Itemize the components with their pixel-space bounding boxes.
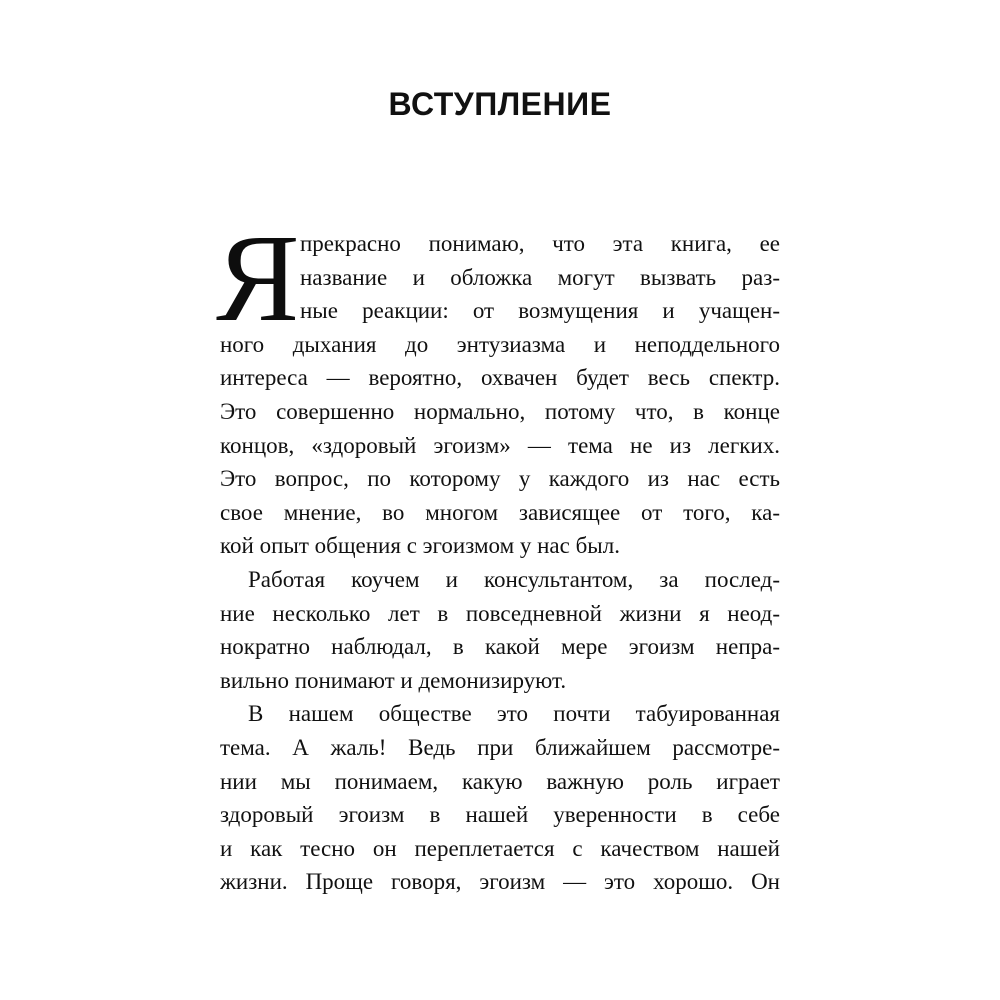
paragraph-3: [220, 697, 780, 899]
text-line: вильно понимают и демонизируют.: [220, 667, 567, 693]
text-line: Работая коучем и консультантом, за послед-: [248, 566, 780, 592]
text-line: тема. А жаль! Ведь при ближайшем рассмотре-: [220, 734, 780, 760]
paragraph-2-lines: [220, 563, 780, 697]
paragraph-1-lines-full: [220, 328, 780, 563]
text-line: ние несколько лет в повседневной жизни я неод-: [220, 600, 780, 626]
text-line: название и обложка могут вызвать раз-: [300, 264, 780, 290]
text-line: прекрасно понимаю, что эта книга, ее: [300, 231, 780, 256]
text-line: ные реакции: от возмущения и учащен-: [300, 298, 780, 324]
text-line: нократно наблюдал, в какой мере эгоизм непра-: [220, 634, 780, 660]
text-line: жизни. Проще говоря, эгоизм — это хорошо. Он: [220, 869, 780, 895]
text-line: здоровый эгоизм в нашей уверенности в себе: [220, 802, 780, 828]
body-text: [216, 210, 780, 899]
text-line: ного дыхания до энтузиазма и неподдельного: [220, 331, 780, 357]
paragraph-2: [220, 563, 780, 697]
text-line: кой опыт общения с эгоизмом у нас был.: [220, 533, 620, 559]
text-line: концов, «здоровый эгоизм» — тема не из легких.: [220, 432, 780, 458]
paragraph-3-lines: [220, 697, 780, 899]
chapter-title: ВСТУПЛЕНИЕ: [388, 86, 612, 122]
text-line: и как тесно он переплетается с качеством нашей: [220, 835, 780, 861]
text-line: В нашем обществе это почти табуированная: [248, 701, 780, 727]
text-line: нии мы понимаем, какую важную роль играет: [220, 768, 780, 794]
dropcap-letter: Я: [216, 210, 300, 348]
text-line: интереса — вероятно, охвачен будет весь спектр.: [220, 365, 780, 391]
text-line: Это вопрос, по которому у каждого из нас есть: [220, 466, 780, 492]
paragraph-1-lines-beside-dropcap: [300, 227, 780, 328]
paragraph-1: [216, 210, 780, 563]
text-line: Это совершенно нормально, потому что, в конце: [220, 398, 780, 424]
text-line: свое мнение, во многом зависящее от того, ка-: [220, 499, 780, 525]
